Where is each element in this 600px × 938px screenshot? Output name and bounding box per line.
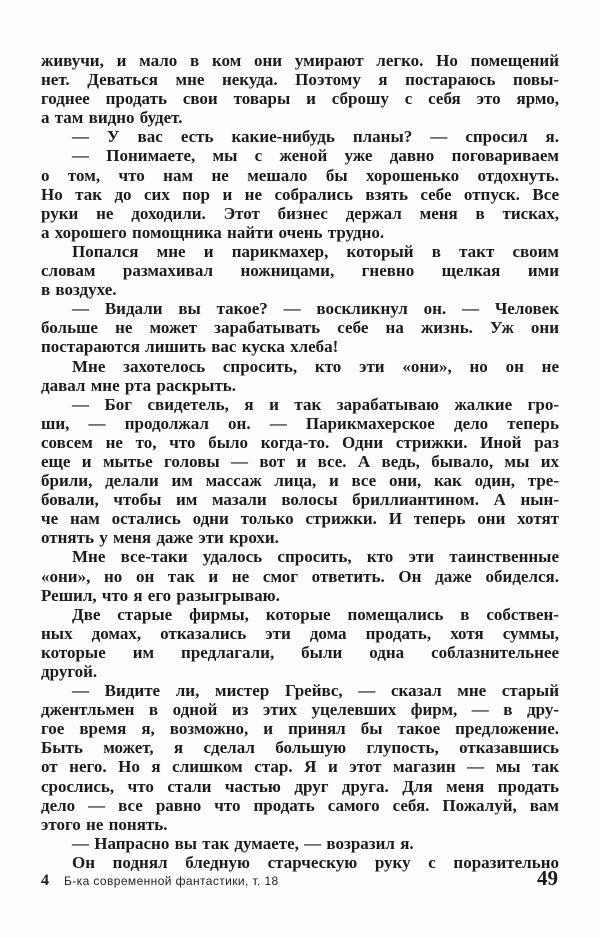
text-line: отнять у меня даже эти крохи.: [41, 528, 279, 548]
text-line: больше не может зарабатывать себе на жизнь. Уж они: [41, 318, 559, 338]
text-line: Мне все-таки удалось спросить, кто эти таинственные: [72, 547, 559, 567]
text-line: еще и мытье головы — вот и все. А ведь, бывало, мы их: [41, 451, 559, 471]
text-line: джентльмен в одной из этих уцелевших фирм, — в дру-: [41, 700, 559, 720]
paragraph: [41, 605, 559, 681]
text-line: руки не доходили. Этот бизнес держал меня в тисках,: [41, 203, 559, 223]
text-line: «они», но он так и не смог ответить. Он даже обиделся.: [41, 566, 559, 586]
paragraph: [41, 299, 559, 356]
page-number: 49: [537, 866, 558, 890]
text-line: — Видали вы такое? — воскликнул он. — Человек: [72, 299, 559, 319]
text-line: — У вас есть какие-нибудь планы? — спросил я.: [72, 127, 559, 147]
text-line: ных домах, отказались эти дома продать, хотя суммы,: [41, 623, 559, 643]
text-line: бовали, чтобы им мазали волосы бриллиантином. А нын-: [41, 490, 559, 510]
paragraph: [41, 547, 559, 604]
text-line: гое время я, возможно, и принял бы такое предложение.: [41, 719, 559, 739]
text-line: нет. Деваться мне некуда. Поэтому я постараюсь повы-: [41, 70, 559, 90]
text-line: брили, делали им массаж лица, и все они, как один, тре-: [41, 471, 559, 491]
text-line: а там видно будет.: [41, 108, 183, 128]
text-line: другой.: [41, 662, 98, 681]
text-line: этого не понять.: [41, 814, 168, 834]
text-line: — Видите ли, мистер Грейвс, — сказал мне старый: [72, 681, 559, 701]
text-line: годнее продать свои товары и сброшу с себя это ярмо,: [41, 89, 559, 109]
text-line: Мне захотелось спросить, кто эти «они», но он не: [72, 356, 559, 376]
text-line: Он поднял бледную старческую руку с поразительно: [72, 852, 559, 872]
signature-mark: 4: [41, 872, 49, 889]
paragraph: [41, 834, 559, 853]
footer-left: [41, 872, 279, 890]
page-text: [41, 51, 559, 872]
text-line: — Понимаете, мы с женой уже давно поговариваем: [72, 146, 559, 166]
paragraph: [41, 357, 559, 395]
text-line: — Бог свидетель, я и так зарабатываю жалкие гро-: [72, 394, 559, 414]
text-line: которые им предлагали, были одна соблазнительнее: [41, 642, 559, 662]
text-line: живучи, и мало в ком они умирают легко. Но помещений: [41, 51, 559, 70]
text-line: Но так до сих пор и не собрались взять себе отпуск. Все: [41, 184, 559, 204]
paragraph: [41, 127, 559, 146]
text-line: давал мне рта раскрыть.: [41, 375, 237, 395]
text-line: постараются лишить вас куска хлеба!: [41, 337, 339, 357]
text-line: Попался мне и парикмахер, который в такт своим: [72, 241, 559, 261]
page-footer: [41, 866, 558, 891]
paragraph: [41, 146, 559, 241]
text-line: дело — все равно что продать самого себя. Пожалуй, вам: [41, 795, 559, 815]
paragraph: [41, 681, 559, 834]
text-line: Две старые фирмы, которые помещались в собствен-: [72, 604, 559, 624]
text-line: а хорошего помощника найти очень трудно.: [41, 222, 385, 242]
text-line: Быть может, я сделал большую глупость, отказавшись: [41, 738, 559, 758]
text-line: от него. Но я слишком стар. Я и этот магазин — мы так: [41, 757, 559, 777]
paragraph: [41, 51, 559, 127]
text-line: словам размахивал ножницами, гневно щелкая ими: [41, 261, 559, 281]
text-line: в воздухе.: [41, 280, 117, 300]
paragraph: [41, 395, 559, 548]
text-line: совсем не то, что было когда-то. Одни стрижки. Иной раз: [41, 432, 559, 452]
text-line: че нам остались одни только стрижки. И теперь они хотят: [41, 509, 559, 529]
series-note: Б-ка современной фантастики, т. 18: [64, 874, 279, 888]
text-line: срослись, что стали частью друг друга. Для меня продать: [41, 776, 559, 796]
text-line: Решил, что я его разыгрываю.: [41, 585, 280, 605]
text-line: — Напрасно вы так думаете, — возразил я.: [72, 833, 414, 853]
text-line: ши, — продолжал он. — Парикмахерское дело теперь: [41, 413, 559, 433]
paragraph: [41, 242, 559, 299]
text-line: о том, что нам не мешало бы хорошенько отдохнуть.: [41, 165, 559, 185]
